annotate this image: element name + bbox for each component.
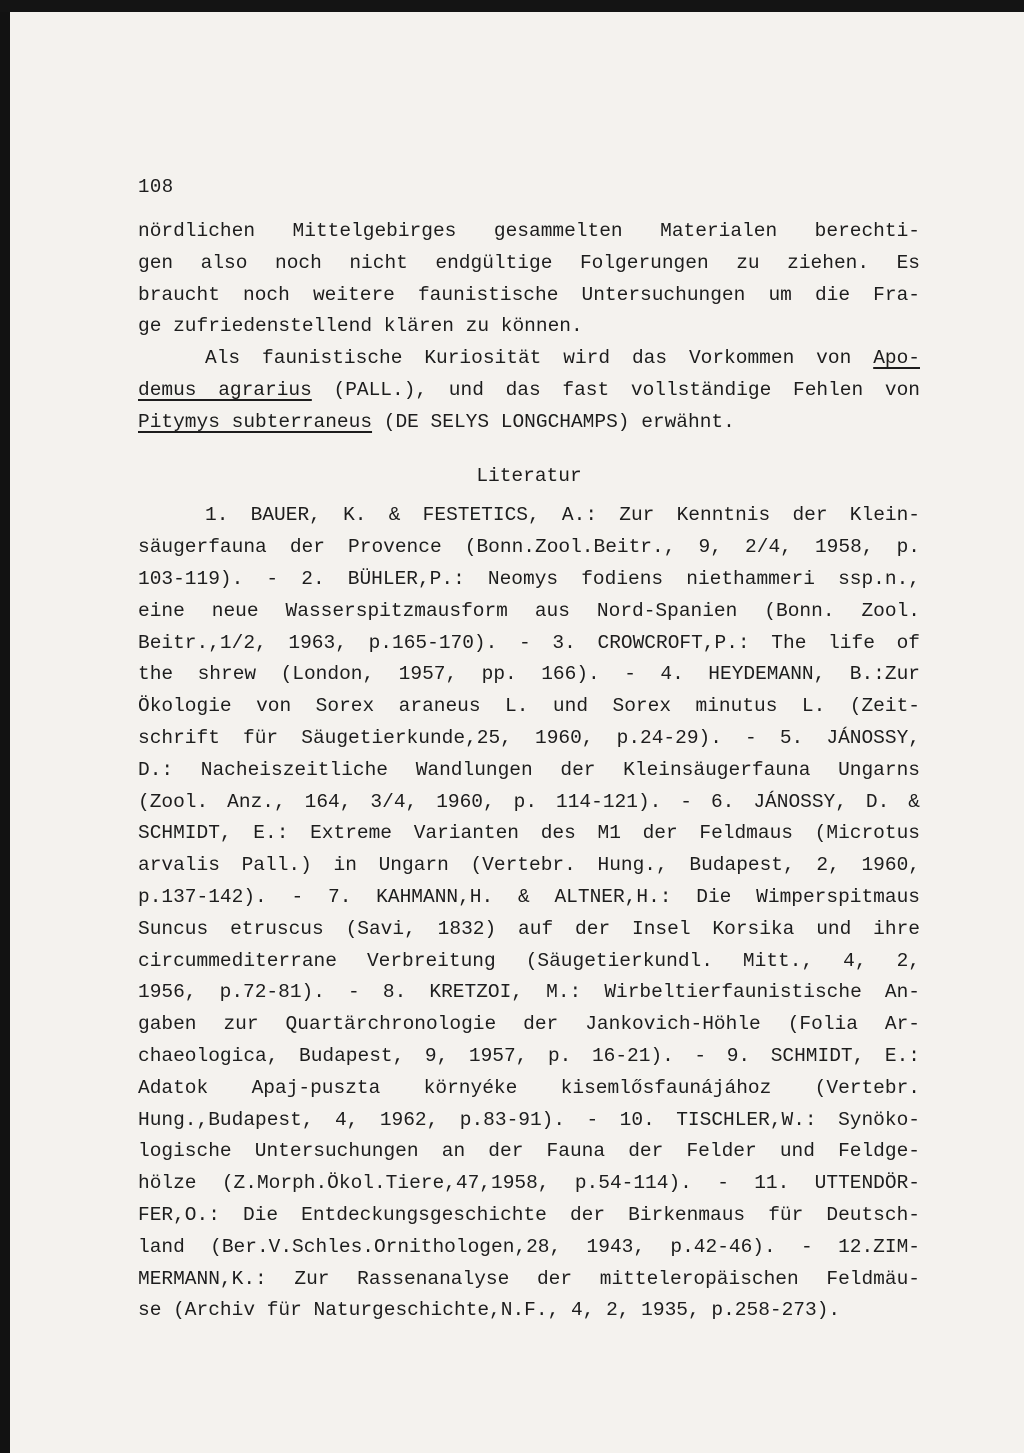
text-line: ge zufriedenstellend klären zu können. <box>138 315 583 338</box>
reference-line: arvalis Pall.) in Ungarn (Vertebr. Hung., Budapest, 2, 1960, <box>138 854 920 877</box>
scan-top-border <box>0 0 1024 12</box>
reference-line: the shrew (London, 1957, pp. 166). - 4. HEYDEMANN, B.:Zur <box>138 663 920 686</box>
reference-line: logische Untersuchungen an der Fauna der Felder und Feldge- <box>138 1140 920 1163</box>
reference-line: Adatok Apaj-puszta környéke kisemlősfaunájához (Vertebr. <box>138 1076 920 1099</box>
text-fragment: (DE SELYS LONGCHAMPS) erwähnt. <box>372 410 735 433</box>
text-line: nördlichen Mittelgebirges gesammelten Materialen berechti- <box>138 220 920 242</box>
reference-line: Beitr.,1/2, 1963, p.165-170). - 3. CROWCROFT,P.: The life of <box>138 631 920 654</box>
reference-line: hölze (Z.Morph.Ökol.Tiere,47,1958, p.54-114). - 11. UTTENDÖR- <box>138 1172 920 1195</box>
paragraph-curiosity <box>138 343 920 438</box>
text-fragment: (PALL.), und das fast vollständige Fehlen von <box>311 378 920 401</box>
reference-line: Hung.,Budapest, 4, 1962, p.83-91). - 10. TISCHLER,W.: Synöko- <box>138 1108 920 1131</box>
reference-line: MERMANN,K.: Zur Rassenanalyse der mitteleropäischen Feldmäu- <box>138 1267 920 1290</box>
species-name: demus agrarius <box>138 378 312 401</box>
page-number: 108 <box>138 176 174 198</box>
reference-line: säugerfauna der Provence (Bonn.Zool.Beitr., 9, 2/4, 1958, p. <box>138 536 920 559</box>
paragraph-conclusion <box>138 216 920 343</box>
reference-line: (Zool. Anz., 164, 3/4, 1960, p. 114-121). - 6. JÁNOSSY, D. & <box>138 790 920 813</box>
reference-line: gaben zur Quartärchronologie der Jankovich-Höhle (Folia Ar- <box>138 1013 920 1036</box>
reference-line: SCHMIDT, E.: Extreme Varianten des M1 der Feldmaus (Microtus <box>138 822 920 845</box>
text-line <box>138 343 920 375</box>
reference-line: 103-119). - 2. BÜHLER,P.: Neomys fodiens niethammeri ssp.n., <box>138 567 920 590</box>
reference-line: se (Archiv für Naturgeschichte,N.F., 4, 2, 1935, p.258-273). <box>138 1299 841 1322</box>
text-fragment: Als faunistische Kuriosität wird das Vorkommen von <box>205 347 874 370</box>
reference-line: Ökologie von Sorex araneus L. und Sorex minutus L. (Zeit- <box>138 695 920 718</box>
species-name: Apo- <box>873 347 920 370</box>
reference-line: p.137-142). - 7. KAHMANN,H. & ALTNER,H.: Die Wimperspitmaus <box>138 885 920 908</box>
reference-line: D.: Nacheiszeitliche Wandlungen der Kleinsäugerfauna Ungarns <box>138 758 920 781</box>
reference-line: 1956, p.72-81). - 8. KRETZOI, M.: Wirbeltierfaunistische An- <box>138 981 920 1004</box>
text-line <box>138 407 920 439</box>
reference-line: eine neue Wasserspitzmausform aus Nord-Spanien (Bonn. Zool. <box>138 599 920 622</box>
reference-list <box>138 500 920 1327</box>
scan-left-border <box>0 0 10 1453</box>
reference-line: Suncus etruscus (Savi, 1832) auf der Insel Korsika und ihre <box>138 917 920 940</box>
body-text <box>138 216 920 1327</box>
reference-line: 1. BAUER, K. & FESTETICS, A.: Zur Kenntnis der Klein- <box>205 504 920 527</box>
reference-line: schrift für Säugetierkunde,25, 1960, p.24-29). - 5. JÁNOSSY, <box>138 726 920 749</box>
reference-line: land (Ber.V.Schles.Ornithologen,28, 1943, p.42-46). - 12.ZIM- <box>138 1235 920 1258</box>
text-line: braucht noch weitere faunistische Untersuchungen um die Fra- <box>138 283 920 306</box>
reference-line: FER,O.: Die Entdeckungsgeschichte der Birkenmaus für Deutsch- <box>138 1203 920 1226</box>
species-name: Pitymys subterraneus <box>138 410 373 433</box>
reference-line: circummediterrane Verbreitung (Säugetierkundl. Mitt., 4, 2, <box>138 949 920 972</box>
literature-heading: Literatur <box>476 464 582 487</box>
text-line: gen also noch nicht endgültige Folgerungen zu ziehen. Es <box>138 251 920 274</box>
text-line <box>138 375 920 407</box>
reference-line: chaeologica, Budapest, 9, 1957, p. 16-21). - 9. SCHMIDT, E.: <box>138 1044 920 1067</box>
